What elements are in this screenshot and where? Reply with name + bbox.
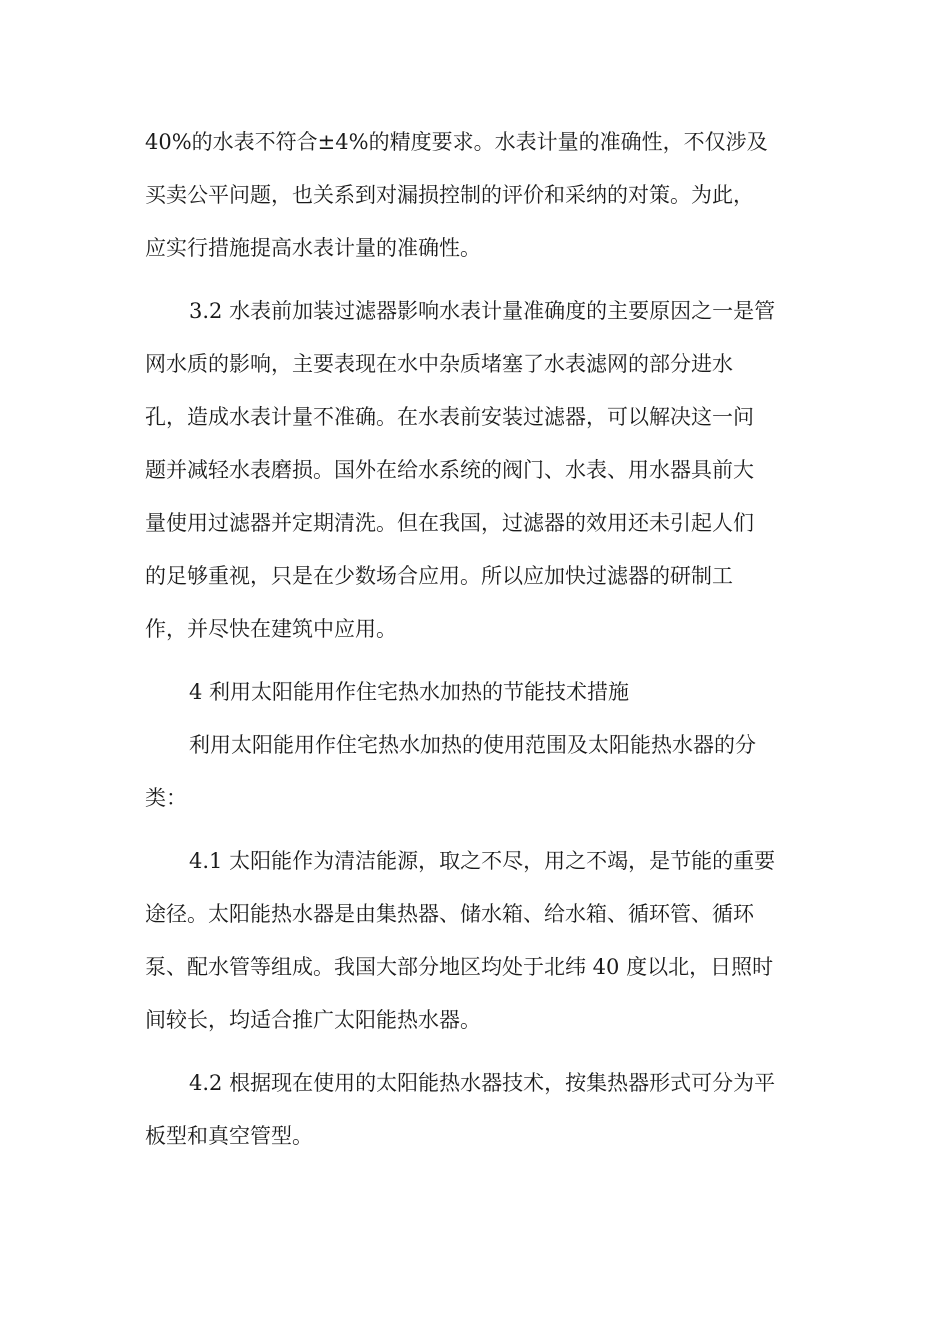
text-line: 应实行措施提高水表计量的准确性。 (145, 236, 481, 260)
text-line: 泵、配水管等组成。我国大部分地区均处于北纬 40 度以北，日照时 (145, 955, 774, 979)
text-line: 板型和真空管型。 (145, 1124, 313, 1148)
text-line: 40%的水表不符合±4%的精度要求。水表计量的准确性，不仅涉及 (145, 130, 768, 154)
text-line: 网水质的影响，主要表现在水中杂质堵塞了水表滤网的部分进水 (145, 352, 733, 376)
paragraph-collector-types (145, 1057, 810, 1163)
text-line: 孔，造成水表计量不准确。在水表前安装过滤器，可以解决这一问 (145, 405, 754, 429)
text-line: 3.2 水表前加装过滤器影响水表计量准确度的主要原因之一是管 (189, 299, 776, 323)
paragraph-filter-installation (145, 285, 810, 656)
paragraph-solar-scope (145, 719, 810, 825)
text-line: 途径。太阳能热水器是由集热器、储水箱、给水箱、循环管、循环 (145, 902, 754, 926)
document-body (145, 116, 810, 1163)
text-line: 间较长，均适合推广太阳能热水器。 (145, 1008, 481, 1032)
section-heading: 4 利用太阳能用作住宅热水加热的节能技术措施 (189, 680, 630, 704)
section-heading-solar-energy (145, 666, 810, 719)
text-line: 4.1 太阳能作为清洁能源，取之不尽，用之不竭，是节能的重要 (189, 849, 776, 873)
text-line: 题并减轻水表磨损。国外在给水系统的阀门、水表、用水器具前大 (145, 458, 754, 482)
text-line: 利用太阳能用作住宅热水加热的使用范围及太阳能热水器的分 (189, 733, 756, 757)
paragraph-solar-clean-energy (145, 835, 810, 1047)
text-line: 的足够重视，只是在少数场合应用。所以应加快过滤器的研制工 (145, 564, 733, 588)
text-line: 类： (145, 786, 187, 810)
paragraph-water-meter-accuracy (145, 116, 810, 275)
text-line: 4.2 根据现在使用的太阳能热水器技术，按集热器形式可分为平 (189, 1071, 776, 1095)
text-line: 作，并尽快在建筑中应用。 (145, 617, 397, 641)
text-line: 量使用过滤器并定期清洗。但在我国，过滤器的效用还未引起人们 (145, 511, 754, 535)
text-line: 买卖公平问题，也关系到对漏损控制的评价和采纳的对策。为此， (145, 183, 754, 207)
